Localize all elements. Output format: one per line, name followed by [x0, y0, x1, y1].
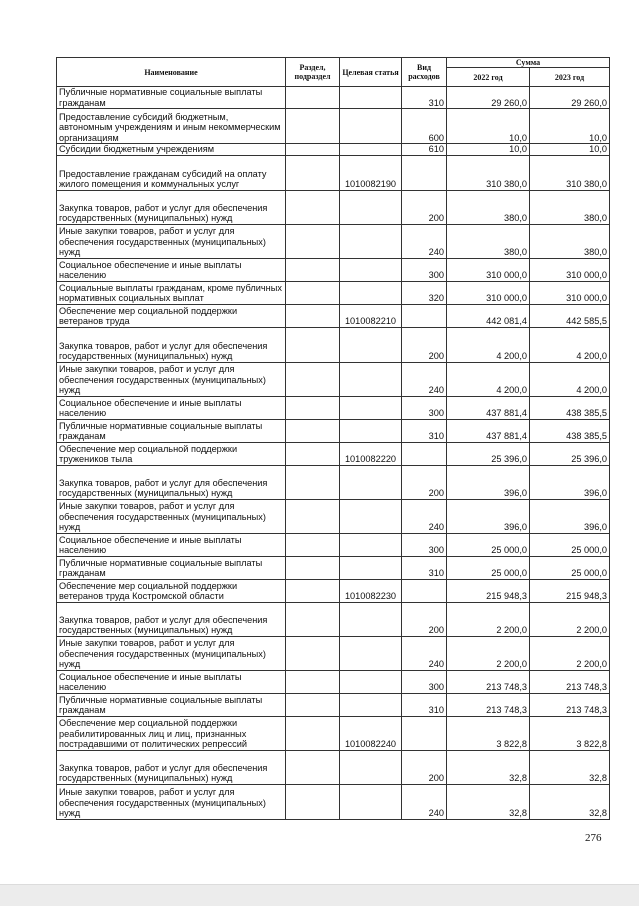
- cell-sum-2022: 437 881,4: [447, 396, 530, 419]
- cell-section: [286, 784, 340, 819]
- cell-name: Обеспечение мер социальной поддержки ветеранов труда: [57, 304, 286, 327]
- cell-sum-2023: 310 000,0: [530, 258, 610, 281]
- cell-sum-2023: 25 000,0: [530, 533, 610, 556]
- cell-section: [286, 533, 340, 556]
- cell-name: Иные закупки товаров, работ и услуг для обеспечения государственных (муниципальных) нужд: [57, 636, 286, 670]
- cell-section: [286, 602, 340, 636]
- cell-section: [286, 190, 340, 224]
- cell-section: [286, 396, 340, 419]
- cell-sum-2022: 29 260,0: [447, 87, 530, 109]
- cell-name: Иные закупки товаров, работ и услуг для обеспечения государственных (муниципальных) нужд: [57, 784, 286, 819]
- cell-sum-2023: 438 385,5: [530, 396, 610, 419]
- cell-name: Предоставление гражданам субсидий на оплату жилого помещения и коммунальных услуг: [57, 155, 286, 190]
- cell-sum-2023: 25 000,0: [530, 556, 610, 579]
- cell-name: Обеспечение мер социальной поддержки ветеранов труда Костромской области: [57, 579, 286, 602]
- table-row: [57, 155, 610, 190]
- cell-vid: 600: [402, 109, 447, 144]
- cell-section: [286, 750, 340, 784]
- table-row: [57, 224, 610, 258]
- cell-section: [286, 109, 340, 144]
- cell-section: [286, 636, 340, 670]
- cell-vid: [402, 304, 447, 327]
- table-row: [57, 87, 610, 109]
- cell-sum-2022: 396,0: [447, 499, 530, 533]
- table-row: [57, 442, 610, 465]
- cell-name: Предоставление субсидий бюджетным, автономным учреждениям и иным некоммерческим организациям: [57, 109, 286, 144]
- cell-sum-2022: 213 748,3: [447, 670, 530, 693]
- cell-sum-2022: 310 380,0: [447, 155, 530, 190]
- cell-target: [340, 784, 402, 819]
- cell-name: Закупка товаров, работ и услуг для обеспечения государственных (муниципальных) нужд: [57, 602, 286, 636]
- header-vid: Вид расходов: [402, 58, 447, 87]
- cell-section: [286, 419, 340, 442]
- cell-name: Закупка товаров, работ и услуг для обеспечения государственных (муниципальных) нужд: [57, 750, 286, 784]
- cell-sum-2023: 29 260,0: [530, 87, 610, 109]
- cell-name: Публичные нормативные социальные выплаты гражданам: [57, 419, 286, 442]
- page-number: 276: [585, 832, 602, 844]
- cell-target: [340, 750, 402, 784]
- table-row: [57, 362, 610, 396]
- cell-target: [340, 362, 402, 396]
- cell-target: [340, 327, 402, 362]
- cell-sum-2022: 437 881,4: [447, 419, 530, 442]
- cell-target: [340, 109, 402, 144]
- table-row: [57, 281, 610, 304]
- cell-name: Публичные нормативные социальные выплаты гражданам: [57, 556, 286, 579]
- table-row: [57, 327, 610, 362]
- cell-name: Социальное обеспечение и иные выплаты населению: [57, 670, 286, 693]
- table-row: [57, 602, 610, 636]
- cell-vid: 300: [402, 258, 447, 281]
- cell-sum-2023: 396,0: [530, 499, 610, 533]
- cell-section: [286, 224, 340, 258]
- header-target: Целевая статья: [340, 58, 402, 87]
- cell-name: Субсидии бюджетным учреждениям: [57, 144, 286, 156]
- cell-target: [340, 224, 402, 258]
- cell-target: [340, 533, 402, 556]
- cell-name: Иные закупки товаров, работ и услуг для обеспечения государственных (муниципальных) нужд: [57, 362, 286, 396]
- cell-section: [286, 465, 340, 499]
- cell-sum-2022: 380,0: [447, 190, 530, 224]
- table-row: [57, 499, 610, 533]
- cell-target: [340, 419, 402, 442]
- cell-name: Иные закупки товаров, работ и услуг для обеспечения государственных (муниципальных) нужд: [57, 499, 286, 533]
- cell-target: [340, 602, 402, 636]
- viewer-bottom-bar: [0, 884, 639, 906]
- cell-sum-2022: 10,0: [447, 144, 530, 156]
- cell-sum-2022: 25 000,0: [447, 533, 530, 556]
- table-row: [57, 556, 610, 579]
- cell-sum-2023: 438 385,5: [530, 419, 610, 442]
- cell-section: [286, 716, 340, 750]
- cell-sum-2023: 25 396,0: [530, 442, 610, 465]
- cell-vid: 610: [402, 144, 447, 156]
- table-header: [57, 58, 610, 87]
- cell-sum-2022: 380,0: [447, 224, 530, 258]
- header-year-2022: 2022 год: [447, 68, 530, 87]
- table-body: [57, 87, 610, 820]
- cell-sum-2023: 4 200,0: [530, 362, 610, 396]
- cell-sum-2023: 10,0: [530, 109, 610, 144]
- table-row: [57, 750, 610, 784]
- cell-section: [286, 579, 340, 602]
- table-row: [57, 109, 610, 144]
- table-row: [57, 533, 610, 556]
- cell-section: [286, 144, 340, 156]
- table-row: [57, 419, 610, 442]
- cell-target: [340, 396, 402, 419]
- cell-vid: 240: [402, 636, 447, 670]
- table-row: [57, 258, 610, 281]
- cell-vid: 240: [402, 362, 447, 396]
- header-name: Наименование: [57, 58, 286, 87]
- cell-sum-2023: 215 948,3: [530, 579, 610, 602]
- cell-target: [340, 190, 402, 224]
- cell-sum-2023: 380,0: [530, 224, 610, 258]
- cell-sum-2023: 3 822,8: [530, 716, 610, 750]
- cell-section: [286, 281, 340, 304]
- cell-sum-2023: 4 200,0: [530, 327, 610, 362]
- cell-section: [286, 442, 340, 465]
- cell-target: 1010082230: [340, 579, 402, 602]
- cell-sum-2022: 25 000,0: [447, 556, 530, 579]
- cell-name: Публичные нормативные социальные выплаты гражданам: [57, 693, 286, 716]
- cell-vid: 310: [402, 556, 447, 579]
- cell-name: Закупка товаров, работ и услуг для обеспечения государственных (муниципальных) нужд: [57, 465, 286, 499]
- cell-sum-2022: 32,8: [447, 750, 530, 784]
- cell-sum-2022: 215 948,3: [447, 579, 530, 602]
- cell-section: [286, 155, 340, 190]
- cell-name: Социальные выплаты гражданам, кроме публичных нормативных социальных выплат: [57, 281, 286, 304]
- cell-target: [340, 87, 402, 109]
- cell-vid: 300: [402, 670, 447, 693]
- cell-vid: 200: [402, 327, 447, 362]
- cell-sum-2023: 213 748,3: [530, 670, 610, 693]
- cell-section: [286, 693, 340, 716]
- cell-section: [286, 670, 340, 693]
- cell-sum-2022: 310 000,0: [447, 258, 530, 281]
- table-row: [57, 304, 610, 327]
- cell-sum-2022: 2 200,0: [447, 636, 530, 670]
- cell-target: [340, 144, 402, 156]
- cell-vid: 240: [402, 784, 447, 819]
- header-sum: Сумма: [447, 58, 610, 68]
- cell-vid: 200: [402, 465, 447, 499]
- cell-vid: [402, 442, 447, 465]
- cell-target: [340, 556, 402, 579]
- cell-sum-2023: 10,0: [530, 144, 610, 156]
- cell-name: Социальное обеспечение и иные выплаты населению: [57, 533, 286, 556]
- header-section: Раздел, подраздел: [286, 58, 340, 87]
- cell-sum-2022: 2 200,0: [447, 602, 530, 636]
- table-row: [57, 670, 610, 693]
- cell-sum-2023: 213 748,3: [530, 693, 610, 716]
- cell-section: [286, 556, 340, 579]
- table-row: [57, 465, 610, 499]
- cell-vid: 240: [402, 499, 447, 533]
- cell-sum-2022: 396,0: [447, 465, 530, 499]
- cell-vid: 240: [402, 224, 447, 258]
- cell-vid: [402, 716, 447, 750]
- cell-sum-2022: 25 396,0: [447, 442, 530, 465]
- cell-section: [286, 327, 340, 362]
- cell-target: 1010082240: [340, 716, 402, 750]
- cell-target: [340, 499, 402, 533]
- cell-sum-2023: 442 585,5: [530, 304, 610, 327]
- cell-name: Публичные нормативные социальные выплаты гражданам: [57, 87, 286, 109]
- cell-target: [340, 281, 402, 304]
- cell-section: [286, 362, 340, 396]
- cell-section: [286, 304, 340, 327]
- cell-vid: 320: [402, 281, 447, 304]
- cell-sum-2023: 32,8: [530, 784, 610, 819]
- table-row: [57, 190, 610, 224]
- cell-sum-2022: 213 748,3: [447, 693, 530, 716]
- header-year-2023: 2023 год: [530, 68, 610, 87]
- cell-vid: 200: [402, 602, 447, 636]
- cell-target: 1010082220: [340, 442, 402, 465]
- cell-sum-2023: 2 200,0: [530, 636, 610, 670]
- cell-name: Социальное обеспечение и иные выплаты населению: [57, 396, 286, 419]
- cell-vid: 300: [402, 533, 447, 556]
- cell-sum-2023: 310 000,0: [530, 281, 610, 304]
- cell-vid: 300: [402, 396, 447, 419]
- table-row: [57, 396, 610, 419]
- cell-name: Обеспечение мер социальной поддержки тружеников тыла: [57, 442, 286, 465]
- cell-name: Обеспечение мер социальной поддержки реабилитированных лиц и лиц, признанных пострадавшими от политических репрессий: [57, 716, 286, 750]
- cell-section: [286, 499, 340, 533]
- cell-target: [340, 693, 402, 716]
- cell-target: [340, 670, 402, 693]
- cell-name: Иные закупки товаров, работ и услуг для обеспечения государственных (муниципальных) нужд: [57, 224, 286, 258]
- cell-target: 1010082190: [340, 155, 402, 190]
- cell-sum-2023: 32,8: [530, 750, 610, 784]
- cell-section: [286, 258, 340, 281]
- table-row: [57, 579, 610, 602]
- table-row: [57, 784, 610, 819]
- cell-vid: 200: [402, 750, 447, 784]
- cell-name: Закупка товаров, работ и услуг для обеспечения государственных (муниципальных) нужд: [57, 327, 286, 362]
- cell-sum-2022: 10,0: [447, 109, 530, 144]
- cell-target: [340, 465, 402, 499]
- cell-name: Закупка товаров, работ и услуг для обеспечения государственных (муниципальных) нужд: [57, 190, 286, 224]
- table-row: [57, 716, 610, 750]
- cell-name: Социальное обеспечение и иные выплаты населению: [57, 258, 286, 281]
- cell-vid: 310: [402, 87, 447, 109]
- budget-table: [56, 57, 610, 820]
- cell-vid: 310: [402, 419, 447, 442]
- table-row: [57, 144, 610, 156]
- cell-sum-2022: 32,8: [447, 784, 530, 819]
- table-row: [57, 636, 610, 670]
- cell-sum-2023: 380,0: [530, 190, 610, 224]
- cell-sum-2022: 4 200,0: [447, 362, 530, 396]
- table-row: [57, 693, 610, 716]
- cell-sum-2022: 442 081,4: [447, 304, 530, 327]
- cell-sum-2022: 4 200,0: [447, 327, 530, 362]
- cell-sum-2023: 2 200,0: [530, 602, 610, 636]
- cell-vid: [402, 155, 447, 190]
- cell-vid: 200: [402, 190, 447, 224]
- cell-sum-2022: 310 000,0: [447, 281, 530, 304]
- cell-sum-2023: 396,0: [530, 465, 610, 499]
- cell-vid: [402, 579, 447, 602]
- cell-target: 1010082210: [340, 304, 402, 327]
- cell-target: [340, 636, 402, 670]
- cell-sum-2022: 3 822,8: [447, 716, 530, 750]
- cell-section: [286, 87, 340, 109]
- cell-target: [340, 258, 402, 281]
- cell-sum-2023: 310 380,0: [530, 155, 610, 190]
- cell-vid: 310: [402, 693, 447, 716]
